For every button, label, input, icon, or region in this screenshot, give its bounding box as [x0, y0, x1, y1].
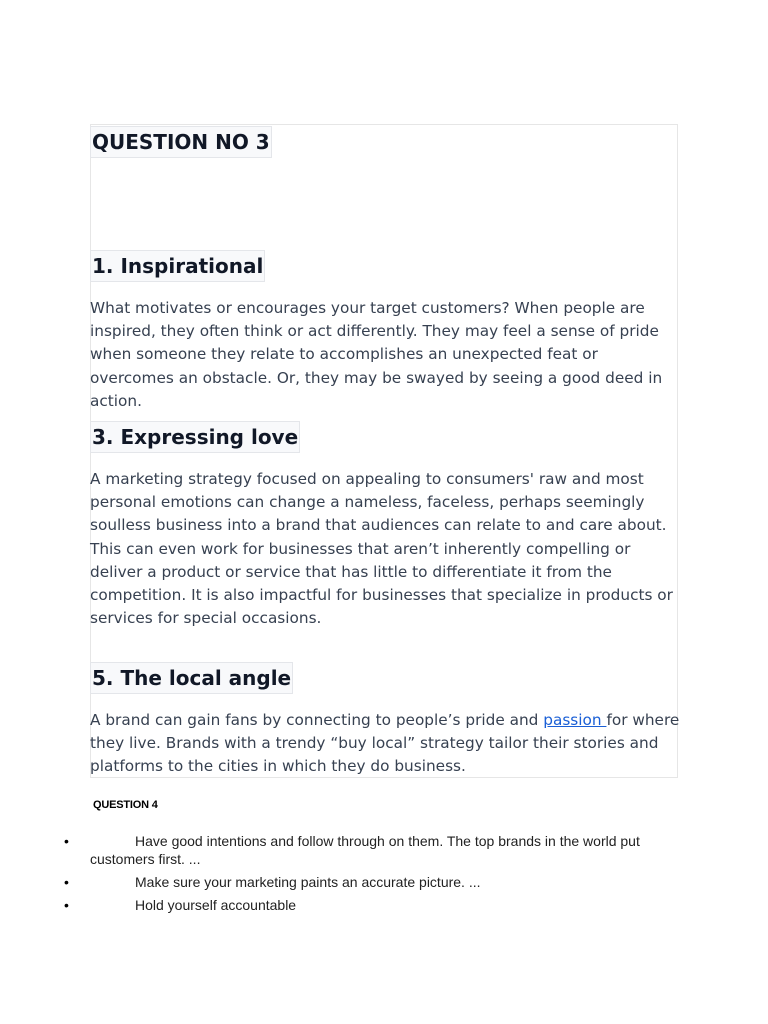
local-angle-text-after: for where they live. Brands with a trendy “buy local” strategy tailor their stories and platforms to the cities in which they do business.	[90, 711, 680, 776]
list-item	[0, 873, 670, 891]
section-heading-expressing-love: 3. Expressing love	[90, 421, 300, 453]
list-item-text: Have good intentions and follow through on them. The top brands in the world put customers first. ...	[90, 833, 640, 867]
question-4-title: QUESTION 4	[93, 799, 158, 811]
bullet-icon: •	[64, 874, 69, 890]
list-item-text: Make sure your marketing paints an accurate picture. ...	[135, 874, 481, 890]
list-item	[0, 832, 670, 868]
section-body-local-angle	[90, 709, 680, 779]
section-body-expressing-love: A marketing strategy focused on appealing to consumers' raw and most personal emotions can change a nameless, faceless, perhaps seemingly soulless business into a brand that audiences can relate to and care about. This can even work for businesses that aren’t inherently compelling or deliver a product or service that has little to differentiate it from the competition. It is also impactful for businesses that specialize in products or services for special occasions.	[90, 470, 673, 628]
section-heading-inspirational: 1. Inspirational	[90, 250, 265, 282]
passion-link[interactable]: passion	[543, 711, 607, 729]
section-body-inspirational: What motivates or encourages your target customers? When people are inspired, they often think or act differently. They may feel a sense of pride when someone they relate to accomplishes an unexpected feat or overcomes an obstacle. Or, they may be swayed by seeing a good deed in action.	[90, 299, 663, 410]
question-4-list	[0, 832, 768, 919]
bullet-icon: •	[64, 897, 69, 913]
section-heading-local-angle: 5. The local angle	[90, 662, 293, 694]
list-item	[0, 896, 670, 914]
bullet-icon: •	[64, 833, 69, 849]
list-item-text: Hold yourself accountable	[135, 897, 297, 913]
local-angle-text-before: A brand can gain fans by connecting to people’s pride and	[90, 711, 544, 729]
question-3-title: QUESTION NO 3	[90, 126, 272, 158]
